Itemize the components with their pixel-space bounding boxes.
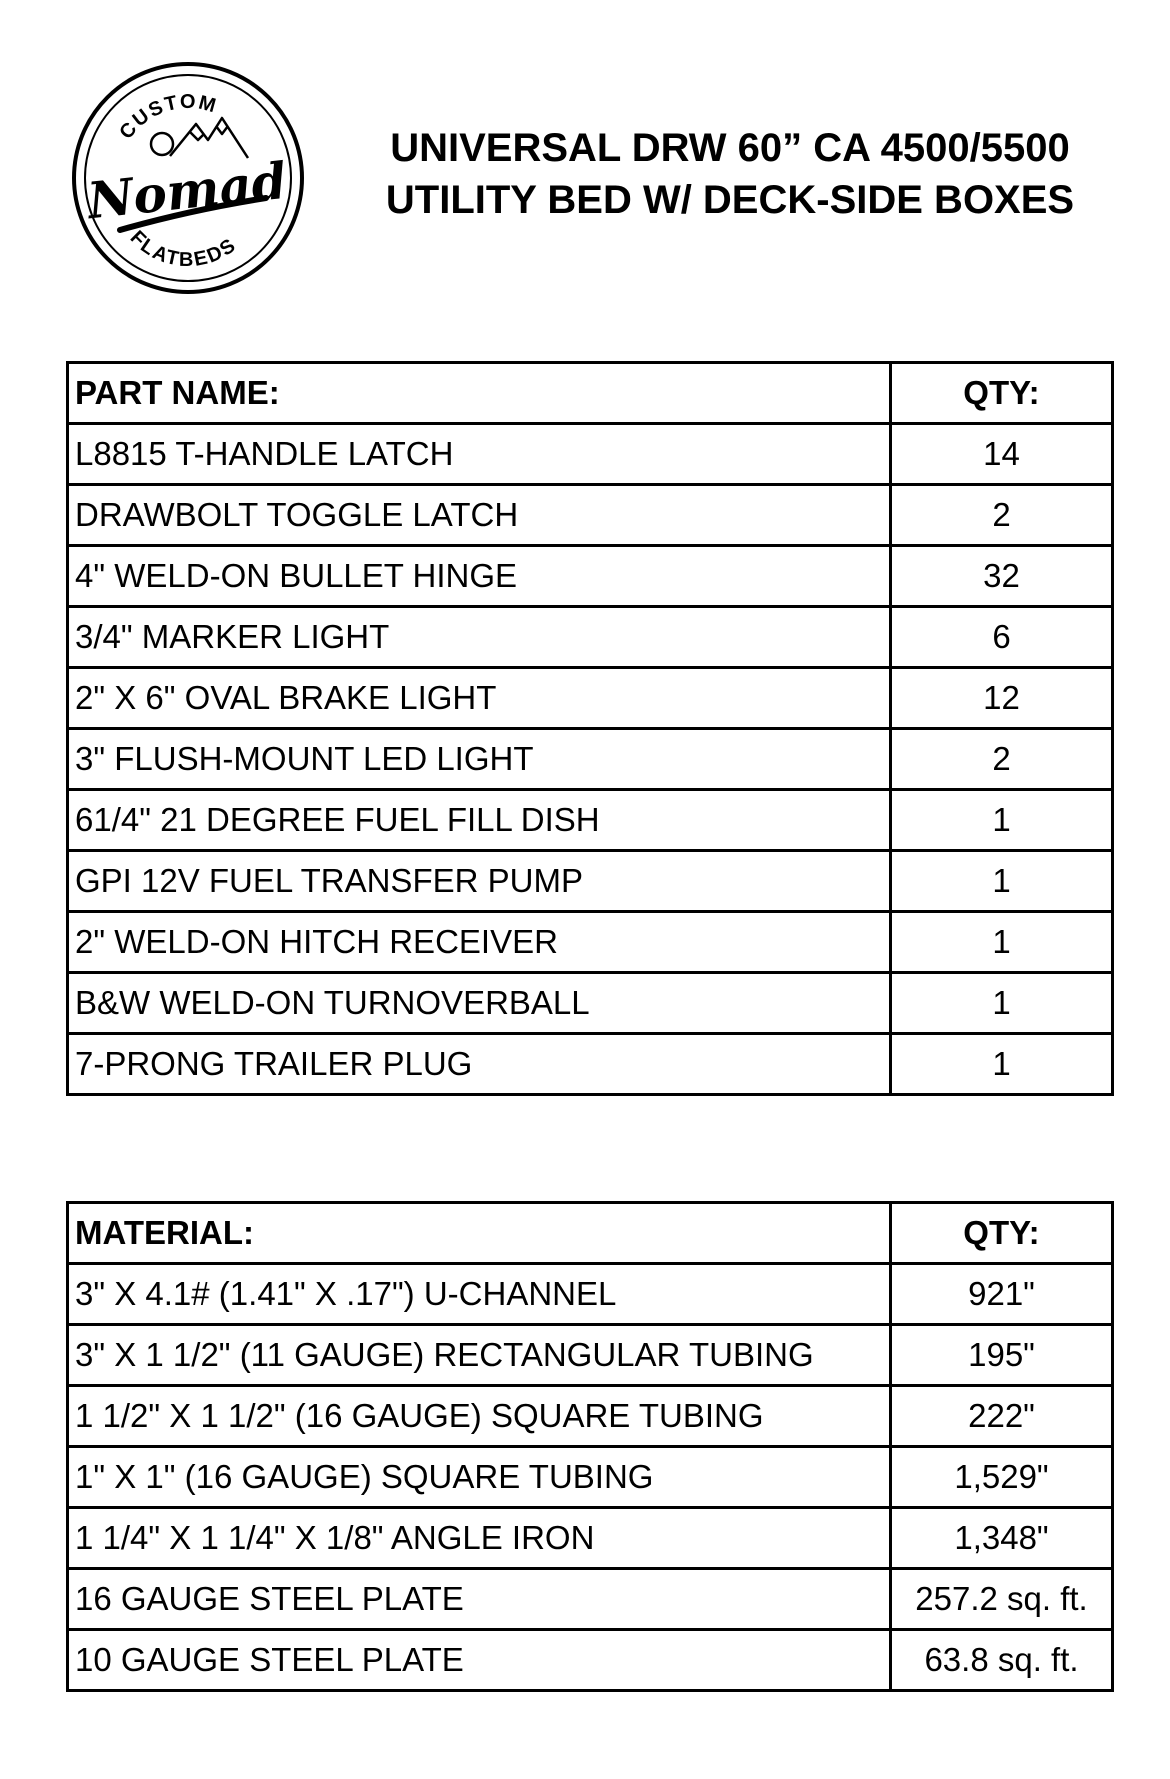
- nomad-flatbeds-logo: [70, 60, 306, 296]
- part-name: 61/4" 21 DEGREE FUEL FILL DISH: [68, 790, 891, 851]
- table-row: [68, 912, 1113, 973]
- part-name: 2" WELD-ON HITCH RECEIVER: [68, 912, 891, 973]
- parts-table: [66, 361, 1114, 1096]
- table-row: [68, 1264, 1113, 1325]
- table-row: [68, 424, 1113, 485]
- material-name: 1" X 1" (16 GAUGE) SQUARE TUBING: [68, 1447, 891, 1508]
- part-qty: 2: [891, 485, 1113, 546]
- parts-header-row: [68, 363, 1113, 424]
- part-name: 7-PRONG TRAILER PLUG: [68, 1034, 891, 1095]
- mountain-icon: [151, 118, 248, 158]
- material-name: 3" X 1 1/2" (11 GAUGE) RECTANGULAR TUBING: [68, 1325, 891, 1386]
- part-name: 2" X 6" OVAL BRAKE LIGHT: [68, 668, 891, 729]
- material-name: 1 1/2" X 1 1/2" (16 GAUGE) SQUARE TUBING: [68, 1386, 891, 1447]
- material-qty: 222": [891, 1386, 1113, 1447]
- logo-bottom-text: FLATBEDS: [125, 226, 242, 272]
- material-qty: 1,529": [891, 1447, 1113, 1508]
- table-row: [68, 973, 1113, 1034]
- part-qty: 32: [891, 546, 1113, 607]
- part-name: 3/4" MARKER LIGHT: [68, 607, 891, 668]
- materials-table: [66, 1201, 1114, 1692]
- material-qty: 63.8 sq. ft.: [891, 1630, 1113, 1691]
- table-row: [68, 1630, 1113, 1691]
- parts-name-header: PART NAME:: [68, 363, 891, 424]
- parts-qty-header: QTY:: [891, 363, 1113, 424]
- table-row: [68, 729, 1113, 790]
- table-row: [68, 1569, 1113, 1630]
- part-name: 4" WELD-ON BULLET HINGE: [68, 546, 891, 607]
- table-row: [68, 1325, 1113, 1386]
- part-qty: 1: [891, 1034, 1113, 1095]
- part-qty: 1: [891, 973, 1113, 1034]
- logo-top-text: CUSTOM: [115, 90, 220, 144]
- part-name: DRAWBOLT TOGGLE LATCH: [68, 485, 891, 546]
- material-name: 10 GAUGE STEEL PLATE: [68, 1630, 891, 1691]
- table-row: [68, 607, 1113, 668]
- part-name: GPI 12V FUEL TRANSFER PUMP: [68, 851, 891, 912]
- table-row: [68, 790, 1113, 851]
- part-qty: 6: [891, 607, 1113, 668]
- materials-header-row: [68, 1203, 1113, 1264]
- materials-qty-header: QTY:: [891, 1203, 1113, 1264]
- table-row: [68, 485, 1113, 546]
- material-qty: 921": [891, 1264, 1113, 1325]
- document-title: [340, 122, 1120, 226]
- table-row: [68, 1386, 1113, 1447]
- part-qty: 1: [891, 912, 1113, 973]
- table-row: [68, 851, 1113, 912]
- part-name: L8815 T-HANDLE LATCH: [68, 424, 891, 485]
- title-line-2: UTILITY BED W/ DECK-SIDE BOXES: [385, 178, 1075, 222]
- table-row: [68, 1508, 1113, 1569]
- table-row: [68, 1447, 1113, 1508]
- material-name: 3" X 4.1# (1.41" X .17") U-CHANNEL: [68, 1264, 891, 1325]
- material-name: 1 1/4" X 1 1/4" X 1/8" ANGLE IRON: [68, 1508, 891, 1569]
- table-row: [68, 668, 1113, 729]
- material-qty: 257.2 sq. ft.: [891, 1569, 1113, 1630]
- table-row: [68, 546, 1113, 607]
- part-qty: 1: [891, 851, 1113, 912]
- materials-name-header: MATERIAL:: [68, 1203, 891, 1264]
- part-qty: 14: [891, 424, 1113, 485]
- part-qty: 1: [891, 790, 1113, 851]
- material-qty: 1,348": [891, 1508, 1113, 1569]
- title-line-1: UNIVERSAL DRW 60” CA 4500/5500: [390, 126, 1070, 170]
- svg-text:FLATBEDS: [126, 227, 241, 271]
- table-row: [68, 1034, 1113, 1095]
- material-name: 16 GAUGE STEEL PLATE: [68, 1569, 891, 1630]
- part-qty: 2: [891, 729, 1113, 790]
- part-name: B&W WELD-ON TURNOVERBALL: [68, 973, 891, 1034]
- logo-brand-text: Nomad: [84, 150, 290, 231]
- part-qty: 12: [891, 668, 1113, 729]
- material-qty: 195": [891, 1325, 1113, 1386]
- part-name: 3" FLUSH-MOUNT LED LIGHT: [68, 729, 891, 790]
